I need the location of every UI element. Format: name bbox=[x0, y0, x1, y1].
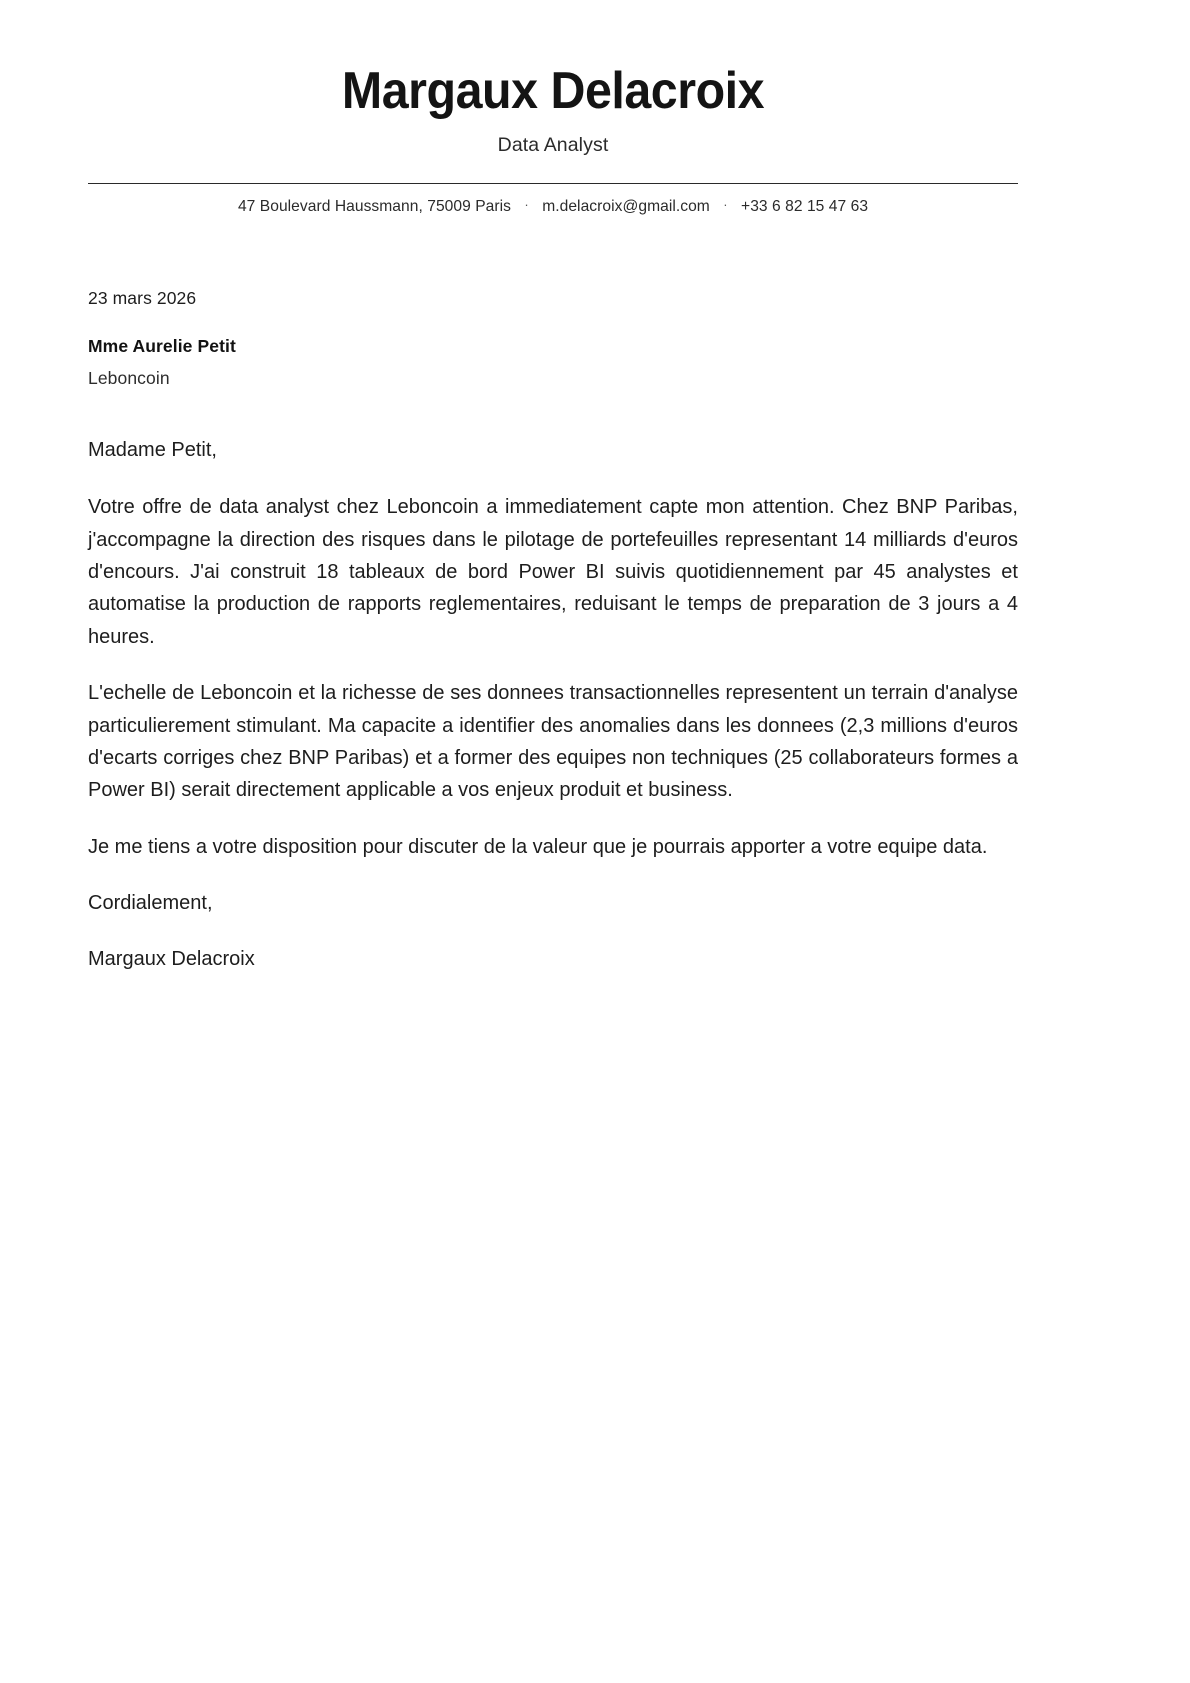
contact-email[interactable]: m.delacroix@gmail.com bbox=[542, 198, 710, 216]
letter-sheet bbox=[88, 0, 1018, 975]
letter-header bbox=[88, 0, 1018, 216]
letter-date: 23 mars 2026 bbox=[88, 288, 197, 309]
body-paragraph-1: Votre offre de data analyst chez Leboncoin a immediatement capte mon attention. Chez BNP Paribas, j'accompagne la direction des risques dans le pilotage de portefeuilles representant 14 milliards d'euros d'encours. J'ai construit 18 tableaux de bord Power BI suivis quotidiennement par 45 analystes et automatise la production de rapports reglementaires, reduisant le temps de preparation de 3 jours a 4 heures. bbox=[88, 496, 1018, 648]
contact-separator-1: · bbox=[524, 197, 529, 213]
candidate-name: Margaux Delacroix bbox=[341, 62, 765, 120]
recipient-name: Mme Aurelie Petit bbox=[88, 336, 236, 357]
contact-address: 47 Boulevard Haussmann, 75009 Paris bbox=[237, 198, 512, 216]
signature-name: Margaux Delacroix bbox=[88, 948, 255, 971]
contact-phone[interactable]: +33 6 82 15 47 63 bbox=[741, 198, 869, 216]
candidate-role: Data Analyst bbox=[497, 134, 609, 157]
header-divider bbox=[88, 183, 1018, 184]
contact-line bbox=[88, 197, 1018, 216]
body-paragraph-2: L'echelle de Leboncoin et la richesse de ses donnees transactionnelles representent un terrain d'analyse particulierement stimulant. Ma capacite a identifier des anomalies dans les donnees (2,3 millions d'euros d'ecarts corriges chez BNP Paribas) et a former des equipes non techniques (25 collaborateurs formes a Power BI) serait directement applicable a vos enjeux produit et business. bbox=[88, 682, 1018, 802]
letter-body bbox=[88, 435, 1018, 975]
closing-line: Cordialement, bbox=[88, 892, 213, 915]
contact-separator-2: · bbox=[723, 197, 728, 213]
body-paragraph-3: Je me tiens a votre disposition pour discuter de la valeur que je pourrais apporter a votre equipe data. bbox=[88, 835, 988, 858]
recipient-company: Leboncoin bbox=[88, 368, 170, 389]
letter-meta bbox=[88, 288, 1018, 389]
salutation: Madame Petit, bbox=[88, 439, 217, 462]
